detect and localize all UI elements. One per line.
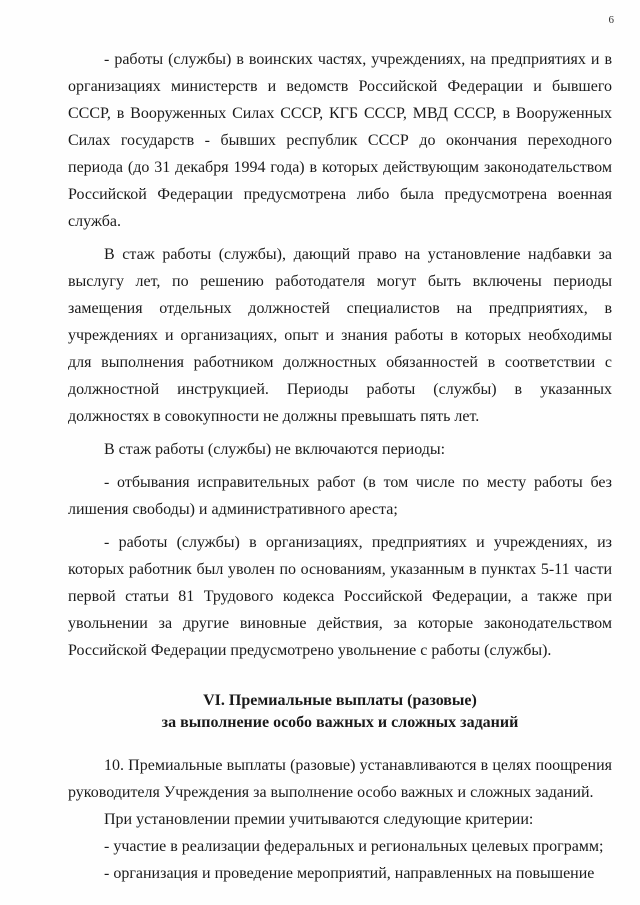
paragraph-bonus-criteria-intro: При установлении премии учитываются следующие критерии: bbox=[104, 811, 534, 828]
page-number: 6 bbox=[608, 14, 614, 26]
paragraph-organizing-events: - организация и проведение мероприятий, направленных на повышение bbox=[104, 865, 595, 882]
document-body bbox=[68, 46, 612, 887]
paragraph-military-service-periods: - работы (службы) в воинских частях, учреждениях, на предприятиях и в организациях министерств и ведомств Российской Федерации и бывшего СССР, в Вооруженных Силах СССР, КГБ СССР, МВД СССР, в Вооруженных Силах государств - бывших республик СССР до окончания переходного периода (до 31 декабря 1994 года) в которых действующим законодательством Российской Федерации предусмотрена либо была предусмотрена военная служба. bbox=[68, 51, 612, 230]
paragraph-excluded-periods-intro: В стаж работы (службы) не включаются периоды: bbox=[104, 441, 446, 458]
paragraph-employer-decision-periods: В стаж работы (службы), дающий право на установление надбавки за выслугу лет, по решению работодателя могут быть включены периоды замещения отдельных должностей специалистов на предприятиях, в учреждениях и организациях, опыт и знания работы в которых необходимы для выполнения работником должностных обязанностей в соответствии с должностной инструкцией. Периоды работы (службы) в указанных должностях в совокупности не должны превышать пять лет. bbox=[68, 246, 612, 425]
paragraph-correctional-work: - отбывания исправительных работ (в том числе по месту работы без лишения свободы) и административного ареста; bbox=[68, 474, 612, 518]
paragraph-target-programs: - участие в реализации федеральных и региональных целевых программ; bbox=[104, 838, 604, 855]
paragraph-dismissal-grounds: - работы (службы) в организациях, предприятиях и учреждениях, из которых работник был уволен по основаниям, указанным в пунктах 5-11 части первой статьи 81 Трудового кодекса Российской Федерации, а также при увольнении за другие виновные действия, за которые законодательством Российской Федерации предусмотрено увольнение с работы (службы). bbox=[68, 534, 612, 659]
section-heading-line-1: VI. Премиальные выплаты (разовые) bbox=[203, 692, 477, 709]
paragraph-bonus-payments: 10. Премиальные выплаты (разовые) устанавливаются в целях поощрения руководителя Учреждения за выполнение особо важных и сложных заданий. bbox=[68, 757, 612, 801]
section-heading-line-2: за выполнение особо важных и сложных заданий bbox=[161, 714, 519, 731]
section-heading bbox=[68, 690, 612, 734]
